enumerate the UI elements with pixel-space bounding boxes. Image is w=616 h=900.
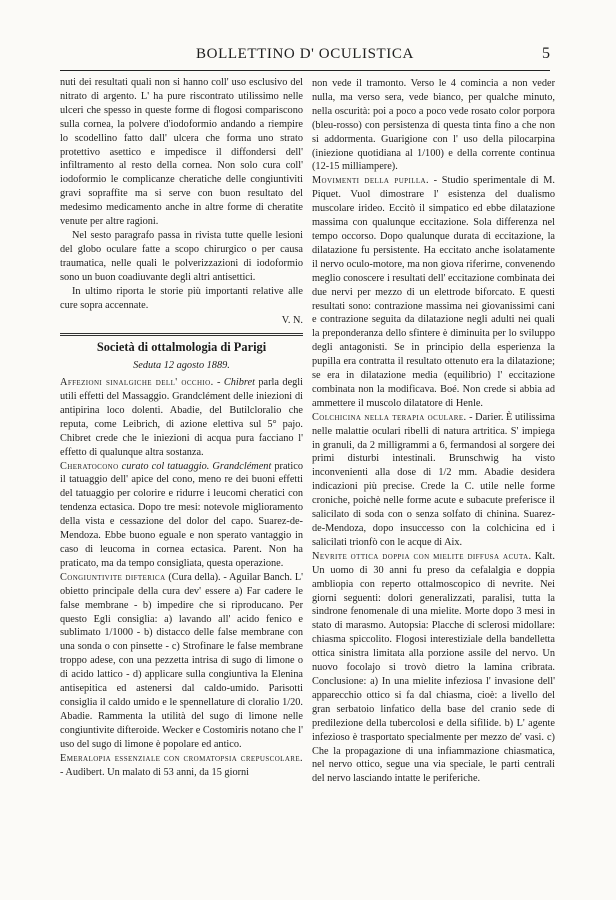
entry: Affezioni sinalgiche dell' occhio. - Chibret parla degli utili effetti del Massaggio. Grandclément delle iniezioni di antipirina loco dolenti. Abadie, del Butilcloralio che reputa, come Leibrich, di azione elettiva sul 5° pajo. Chibret crede che le iniezioni di acqua pura facciano l' effetto di qualunque altra sostanza. [60, 377, 304, 458]
entry [60, 571, 303, 752]
entry-heading: Congiuntivite difterica [60, 571, 166, 583]
page-number: 5 [542, 45, 550, 62]
signature: V. N. [281, 315, 303, 327]
entry-text: - Darier. È utilissima nelle malattie oculari ribelli di natura artritica. S' impiega in granuli, da 2 milligrammi a 6, fermandosi al sorgere dei primi disturbi intestinali. Brunschwig ha visto inconvenienti alla dose di 1/2 mm. Abadie desidera indicazioni più precise. Crede la C. utile nelle forme croniche, poichè nelle forme acute e subacute preferisce il salicilato di soda con o senza solfato di chinina. Suarez-de-Mendoza, dopo insuccesso con la colchicina ed i salicilati trionfò con le acque di Aix. [312, 411, 555, 548]
paragraph: non vede il tramonto. Verso le 4 comincia a non veder nulla, ma verso sera, vede bianco, per qualche minuto, nella oscurità: poi a poco a poco vede rosato color porpora (bleu-rosso) con persistenza di questa tinta fino a che non si addormenta. Guarigione con l' uso della pilocarpina (iniezione quotidiana al 1/100) e della corrente continua (12-15 milliampere). [312, 78, 555, 173]
entry-heading: Colchicina nella terapia oculare. [312, 411, 467, 423]
entry-heading: Cheratocono [60, 460, 119, 472]
running-header [60, 44, 550, 71]
entry-heading: Nevrite ottica doppia con mielite diffusa acuta. [312, 550, 532, 562]
entry-heading: Movimenti della pupilla. [312, 175, 429, 187]
session-date: Seduta 12 agosto 1889. [133, 360, 230, 372]
entry [312, 550, 555, 786]
paragraph: nuti dei resultati quali non si hanno coll' uso esclusivo del nitrato di argento. L' ha pure riscontrato utilissimo nelle ulceri che spesso in queste forme di flogosi compariscono sulla cornea, la polvere d'iodoformio andando a riempire lo scodellino fatto dall' ulcera che forma uno strato protettivo asettico e impedisce il diffondersi dell' infiltramento al resto della cornea. Non solo cura coll' iodoformio le complicanze cheratiche delle congiuntiviti gravi sopraffite ma si serve con buon resultato del medesimo medicamento anche in altre forme di cheratite venute per altre ragioni. [60, 77, 303, 228]
entry-text: - Audibert. Un malato di 53 anni, da 15 giorni [60, 766, 250, 778]
entry-text: Kalt. Un uomo di 30 anni fu preso da cefalalgia e doppia ambliopia con reperto ottalmoscopico di nevrite. Nei giorni seguenti: dolori generalizzati, paralisi, tutta la sindrone fenomenale di una mielite. Morte dopo 3 mesi in stato di marasmo. Autopsia: Placche di sclerosi midollare: chiasma spiccolito. Flogosi interestiziale della bandelletta ottica sinistra limitata alla porzione assile del nervo. Un nuovo focolajo si trovò dietro la lamina cribrata. Conclusione: a) In una mielite infeziosa l' invasione dell' apparecchio ottico si fa dal chiasma, cioè: a livello del gran serbatoio linfatico della base del cranio sede di predilezione della tubercolosi e della sifilide. b) L' agente infezioso è trasportato specialmente per mezzo de' vasi. c) Che la propagazione di una infiammazione chiasmatica, nel nervo ottico, segue una via speciale, le parti centrali del nervo lasciando intatte le periferiche. [312, 550, 555, 785]
section-title: Società di ottalmologia di Parigi [96, 340, 267, 355]
entry-text: (Cura della). - Aguilar Banch. L' obietto principale della cura dev' essere a) Far cadere le false membrane - b) impedire che si riproducano. Per questo Egli consiglia: a) lavando all' acido fenico e sublimato 1/1000 - b) distacco delle false membrane con una sonda o con pinsette - c) Strofinare le false membrane troppo adese, con una pezzetta intrisa di sugo di limone o di acido lattico - d) applicare sulla congiuntiva la Elenina antisepitica ed astenersi dal caldo-umido. Parisotti consiglia il caldo umido e le spennellature di cloralio 1/20. Abadie. Rammenta la utilità del sugo di limone nelle congiuntivite difteroide. Wecker e Costomiris notano che l' uso del sugo di limone è popolare ed antico. [60, 571, 304, 750]
entry [312, 174, 555, 410]
entry-author: Chibret [223, 377, 255, 389]
left-column [60, 76, 303, 779]
right-column [312, 77, 555, 786]
entry [60, 460, 303, 571]
entry-text: pratico il tatuaggio dell' apice del cono, meno re dei buoni effetti del tatuaggio per colorire e ridurre i leucomi cheratici con tendenza ectasica. Dopo tre mesi: notevole miglioramento della vista e cessazione del dolor del capo. Suarez-de-Mendoza. Ebbe buono eguale e non sperato vantaggio in caso di leucoma in cornea ectasica. Parent. Non ha praticato, ma da tempo consigliata, questa operazione. [60, 460, 303, 569]
entry-subheading: curato col tatuaggio. Grandclément [121, 460, 272, 472]
section-divider [60, 333, 303, 336]
entry-heading: Emeralopia essenziale con cromatopsia crepuscolare. [60, 752, 303, 764]
entry-text: - Studio sperimentale di M. Piquet. Vuol dimostrare l' esistenza del dualismo muscolare irideo. Eccitò il simpatico ed ebbe dilatazione massima con qualunque eccitazione. Sola differenza nel tempo occorso. Dopo qualunque durata di eccitazione, la dilatazione fu persistente. Ha eccitato anche isolatamente il nervo oculo-motore, ma non giova riferirne, convenendo meglio conoscere i resultati dell' eccitazione combinata dei due nervi per mezzo di un elettrode biforcato. E questi resultati sono: contrazione massima nei giovanissimi cani e contrazione seguita da dilatazione negli adulti nei quali la preponderanza dello sfintere è diminuita per lo sviluppo degli antagonisti. Se in principio della esperienza la pupilla era contratta il resultato ottenuto era la dilatazione; se era in dilatazione media (equilibrio) l' eccitazione combinata non la modificava. Boé. Non crede si abbia ad ammettere il muscolo dilatatore di Henle. [312, 175, 555, 409]
journal-title: BOLLETTINO D' OCULISTICA [196, 46, 414, 62]
entry-heading: Affezioni sinalgiche dell' occhio. [60, 377, 214, 389]
paragraph: Nel sesto paragrafo passa in rivista tutte quelle lesioni del globo oculare fatte a scopo chirurgico o per causa traumatica, nelle quali le polverizzazioni di iodoformio sono un buon coadiuvante degli altri antisettici. [60, 229, 303, 283]
paragraph: In ultimo riporta le storie più importanti relative alle cure sopra accennate. [60, 285, 303, 311]
entry-text: parla degli utili effetti del Massaggio. Grandclément delle iniezioni di antipirina loco dolenti. Abadie, del Butilcloralio che reputa, come Leibrich, di azione elettiva sul 5° pajo. Chibret crede che le iniezioni di acqua pura facciano l' effetto di qualunque altra sostanza. [60, 377, 304, 458]
entry [312, 411, 555, 550]
entry [60, 752, 303, 780]
